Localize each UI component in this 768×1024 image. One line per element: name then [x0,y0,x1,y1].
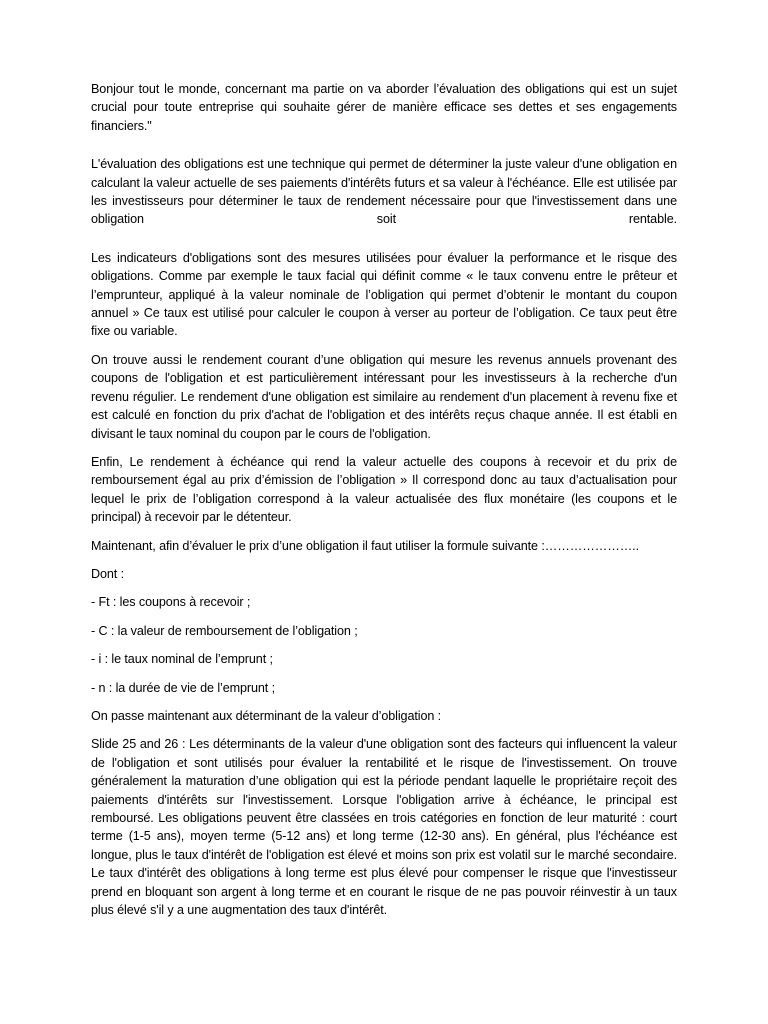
paragraph-slide-25-26: Slide 25 and 26 : Les déterminants de la valeur d'une obligation sont des facteurs qui influencent la valeur de l'obligation et sont utilisés pour évaluer la rentabilité et le risque de l'investissement. On trouve généralement la maturation d’une obligation qui est la période pendant laquelle le propriétaire reçoit des paiements d'intérêts sur l'investissement. Lorsque l'obligation arrive à échéance, le principal est remboursé. Les obligations peuvent être classées en trois catégories en fonction de leur maturité : court terme (1-5 ans), moyen terme (5-12 ans) et long terme (12-30 ans). En général, plus l'échéance est longue, plus le taux d'intérêt de l'obligation est élevé et moins son prix est volatil sur le marché secondaire. Le taux d'intérêt des obligations à long terme est plus élevé pour compenser le risque que l'investisseur prend en bloquant son argent à long terme et en courant le risque de ne pas pouvoir réinvestir à un taux plus élevé s'il y a une augmentation des taux d'intérêt. [91,737,677,918]
paragraph-indicators: Les indicateurs d'obligations sont des mesures utilisées pour évaluer la performance et le risque des obligations. Comme par exemple le taux facial qui définit comme « le taux convenu entre le prêteur et l’emprunteur, appliqué à la valeur nominale de l’obligation qui permet d’obtenir le montant du coupon annuel » Ce taux est utilisé pour calculer le coupon à verser au porteur de l’obligation. Ce taux peut être fixe ou variable. [91,250,677,339]
document-page [91,80,677,919]
list-item-i: - i : le taux nominal de l’emprunt ; [91,652,273,667]
paragraph-determinants-intro: On passe maintenant aux déterminant de la valeur d’obligation : [91,708,442,723]
paragraph-yield-to-maturity: Enfin, Le rendement à échéance qui rend la valeur actuelle des coupons à recevoir et du prix de remboursement égal au prix d’émission de l’obligation » Il correspond donc au taux d’actualisation pour lequel le prix de l’obligation correspond à la valeur actualisée des flux monétaire (les coupons et le principal) à recevoir par le détenteur. [91,454,677,525]
list-item-c: - C : la valeur de remboursement de l’obligation ; [91,623,358,638]
paragraph-current-yield: On trouve aussi le rendement courant d’une obligation qui mesure les revenus annuels provenant des coupons de l'obligation et est particulièrement intéressant pour les investisseurs à la recherche d'un revenu régulier. Le rendement d'une obligation est similaire au rendement d'un placement à revenu fixe et est calculé en fonction du prix d'achat de l'obligation et des intérêts reçus chaque année. Il est établi en divisant le taux nominal du coupon par le cours de l'obligation. [91,352,677,441]
list-item-n: - n : la durée de vie de l’emprunt ; [91,680,276,695]
paragraph-dont: Dont : [91,566,124,581]
list-item-ft: - Ft : les coupons à recevoir ; [91,595,251,610]
paragraph-intro: Bonjour tout le monde, concernant ma partie on va aborder l’évaluation des obligations qui est un sujet crucial pour toute entreprise qui souhaite gérer de manière efficace ses dettes et ses engagements financiers." [91,82,677,133]
paragraph-definition: L'évaluation des obligations est une technique qui permet de déterminer la juste valeur d'une obligation en calculant la valeur actuelle de ses paiements d'intérêts futurs et sa valeur à l'échéance. Elle est utilisée par les investisseurs pour déterminer le taux de rendement nécessaire pour que l'investissement dans une obligation soit rentable. [91,157,677,227]
paragraph-formula: Maintenant, afin d’évaluer le prix d’une obligation il faut utiliser la formule suivante :………………….. [91,538,639,553]
